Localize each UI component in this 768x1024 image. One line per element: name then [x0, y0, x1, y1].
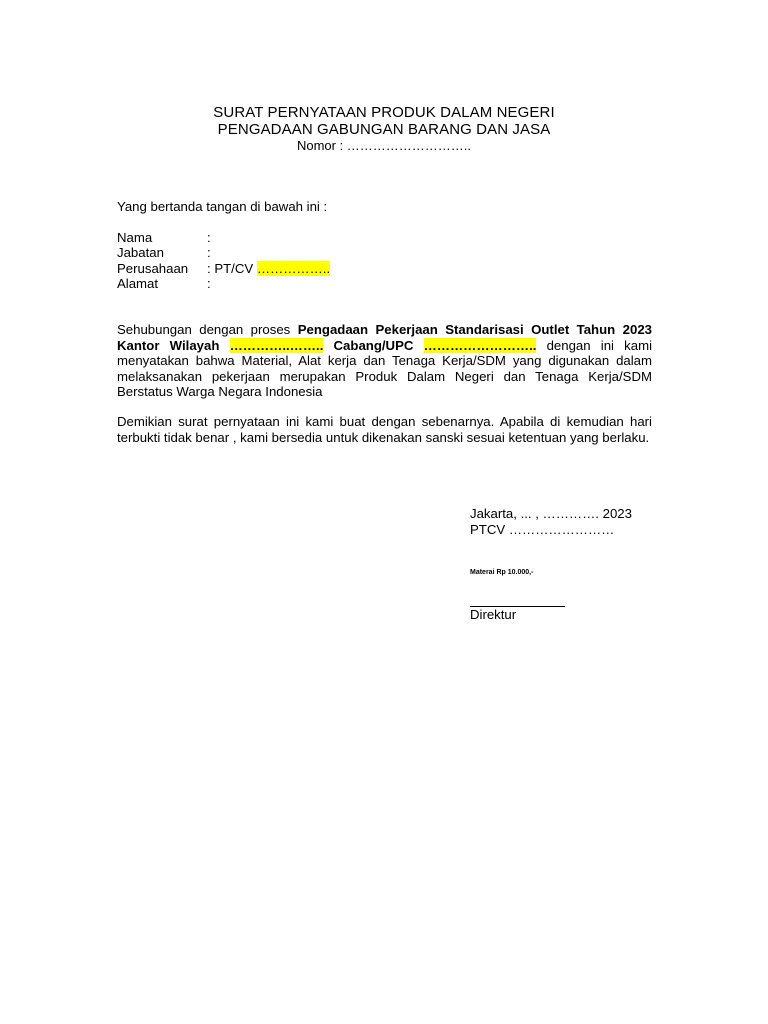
signature-place-date: Jakarta, ... , …………. 2023: [470, 506, 632, 521]
field-perusahaan: [117, 261, 517, 277]
statement-region-blank: …………..……..: [229, 337, 324, 353]
field-perusahaan-label: Perusahaan: [117, 261, 189, 276]
document-title-line1: SURAT PERNYATAAN PRODUK DALAM NEGERI: [213, 104, 555, 121]
document-title-line2: PENGADAAN GABUNGAN BARANG DAN JASA: [217, 121, 551, 138]
field-jabatan: [117, 245, 517, 261]
document-number: Nomor : ………………………..: [296, 138, 472, 153]
signature-company: PTCV ……………………: [470, 522, 615, 537]
field-perusahaan-prefix: : PT/CV: [207, 261, 254, 276]
field-alamat: [117, 276, 517, 292]
statement-project-title: Pengadaan Pekerjaan Standarisasi Outlet Tahun 2023 Kantor Wilayah: [117, 322, 652, 353]
field-perusahaan-value: [207, 261, 330, 277]
field-jabatan-colon: :: [207, 245, 211, 260]
intro-text: Yang bertanda tangan di bawah ini :: [117, 199, 328, 214]
materai-stamp-label: Materai Rp 10.000,-: [470, 569, 534, 576]
statement-rest: dengan ini kami menyatakan bahwa Material, Alat kerja dan Tenaga Kerja/SDM yang digunakan dalam melaksanakan pekerjaan merupakan Produk Dalam Negeri dan Tenaga Kerja/SDM Berstatus Warga Negara Indonesia: [117, 337, 652, 400]
signature-title: Direktur: [470, 607, 517, 622]
field-nama-colon: :: [207, 230, 211, 245]
field-perusahaan-blank: ……………..: [256, 261, 331, 276]
field-alamat-label: Alamat: [117, 276, 159, 291]
field-alamat-colon: :: [207, 276, 211, 291]
statement-branch-blank: ……………………..: [423, 337, 537, 353]
statement-paragraph: [117, 322, 652, 400]
closing-paragraph: Demikian surat pernyataan ini kami buat dengan sebenarnya. Apabila di kemudian hari terbukti tidak benar , kami bersedia untuk dikenakan sanski sesuai ketentuan yang berlaku.: [117, 414, 652, 445]
statement-branch-label: Cabang/UPC: [323, 337, 424, 353]
field-nama-label: Nama: [117, 230, 153, 245]
field-nama: [117, 230, 517, 246]
field-jabatan-label: Jabatan: [117, 245, 164, 260]
statement-lead: Sehubungan dengan proses: [117, 322, 298, 337]
